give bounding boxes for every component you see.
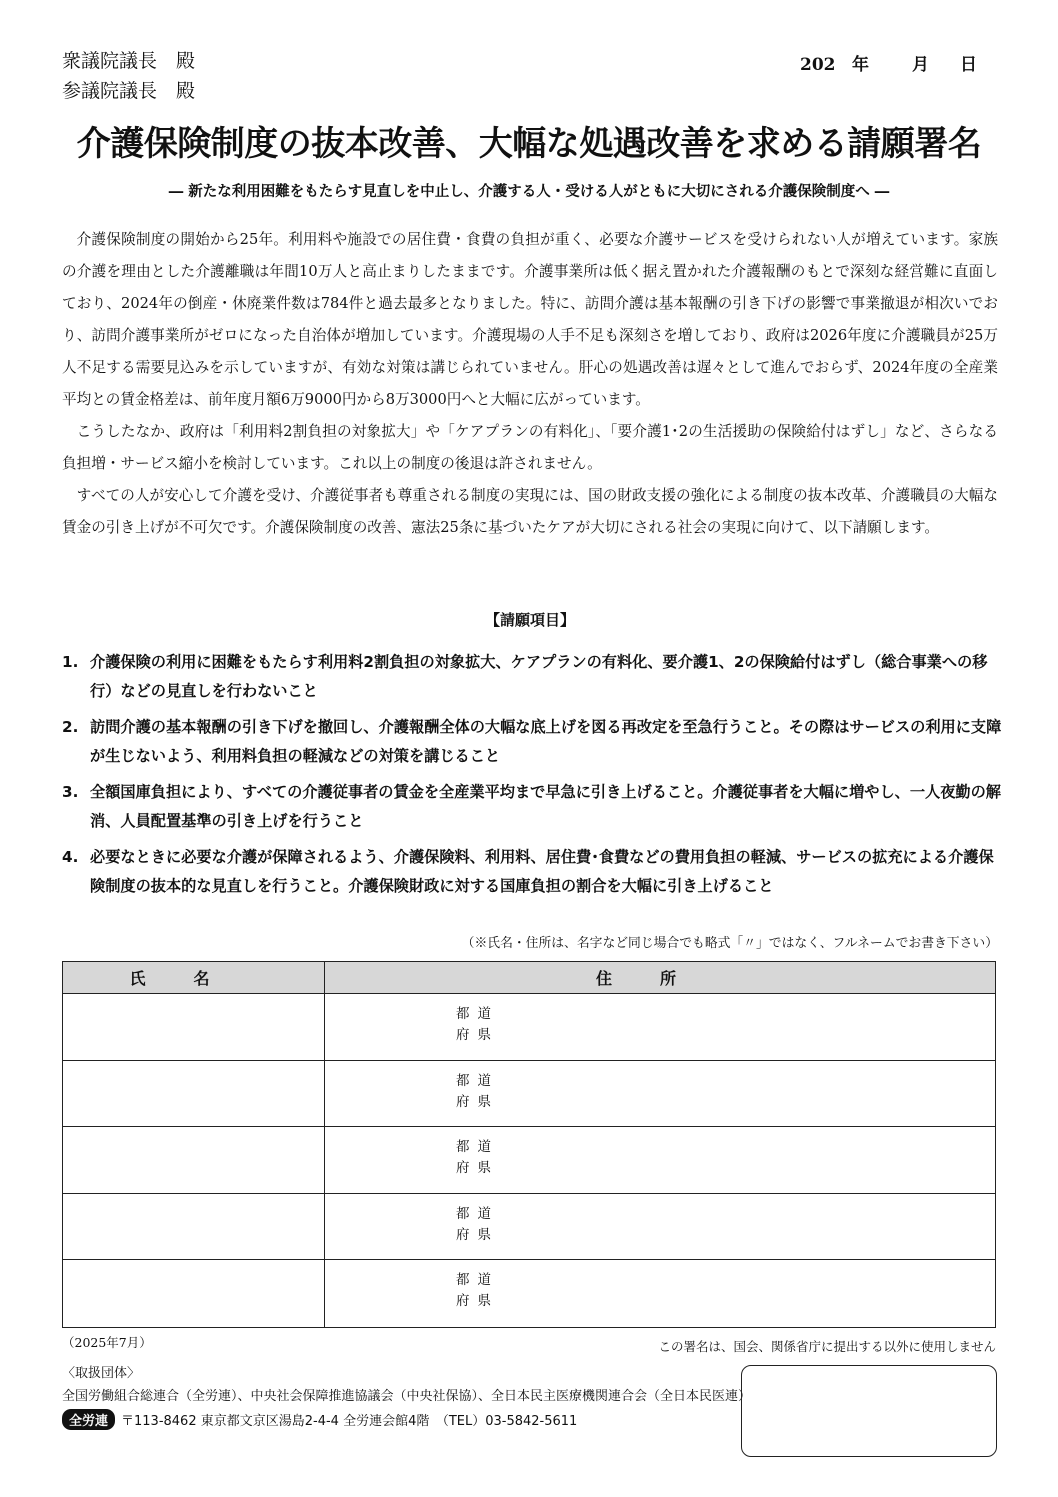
contact-address: 〒113-8462 東京都文京区湯島2-4-4 全労連会館4階 （TEL）03-5842-5611 — [121, 1414, 578, 1429]
address-column-header: 住所 — [595, 969, 724, 988]
date-day-unit: 日 — [960, 55, 977, 75]
page-title: 介護保険制度の抜本改善、大幅な処遇改善を求める請願署名 — [76, 124, 982, 164]
signature-instructions: （※氏名・住所は、名字など同じ場合でも略式「〃」ではなく、フルネームでお書き下さい） — [461, 936, 998, 951]
signature-table — [62, 961, 996, 1328]
name-input-cell[interactable] — [63, 994, 325, 1060]
body-paragraph: すべての人が安心して介護を受け、介護従事者も尊重される制度の実現には、国の財政支援の強化による制度の抜本改革、介護職員の大幅な賃金の引き上げが不可欠です。介護保険制度の改善、憲法25条に基づいたケアが大切にされる社会の実現に向けて、以下請願します。 — [62, 487, 998, 536]
prefecture-label: 都道 府県 — [456, 1272, 499, 1309]
petition-item — [62, 843, 1002, 901]
addressee-house-of-councillors: 参議院議長 殿 — [62, 80, 196, 102]
petition-item-text: 全額国庫負担により、すべての介護従事者の賃金を全産業平均まで早急に引き上げること。介護従事者を大幅に増やし、一人夜勤の解消、人員配置基準の引き上げを行うこと — [90, 783, 1001, 830]
petition-item-text: 訪問介護の基本報酬の引き下げを撤回し、介護報酬全体の大幅な底上げを図る再改定を至急行うこと。その際はサービスの利用に支障が生じないよう、利用料負担の軽減などの対策を講じること — [90, 718, 1002, 765]
petition-item — [62, 778, 1002, 836]
petition-item-number: 4. — [62, 848, 79, 866]
address-input-cell[interactable] — [325, 994, 995, 1060]
date-month-unit: 月 — [912, 55, 929, 75]
zenroren-badge: 全労連 — [62, 1409, 115, 1430]
petition-item-text: 介護保険の利用に困難をもたらす利用料2割負担の対象拡大、ケアプランの有料化、要介護1、2の保険給付はずし（総合事業への移行）などの見直しを行わないこと — [90, 653, 988, 700]
signature-table-header — [63, 962, 995, 994]
edition-date: （2025年7月） — [62, 1335, 152, 1350]
addressee-house-of-representatives: 衆議院議長 殿 — [62, 50, 196, 72]
petition-item-text: 必要なときに必要な介護が保障されるよう、介護保険料、利用料、居住費･食費などの費用負担の軽減、サービスの拡充による介護保険制度の抜本的な見直しを行うこと。介護保険財政に対する国庫負担の割合を大幅に引き上げること — [90, 848, 994, 895]
petition-item-number: 1. — [62, 653, 79, 671]
petition-body — [62, 224, 998, 544]
body-paragraph: 介護保険制度の開始から25年。利用料や施設での居住費・食費の負担が重く、必要な介護サービスを受けられない人が増えています。家族の介護を理由とした介護離職は年間10万人と高止まりしたままです。介護事業所は低く据え置かれた介護報酬のもとで深刻な経営難に直面しており、2024年の倒産・休廃業件数は784件と過去最多となりました。特に、訪問介護は基本報酬の引き下げの影響で事業撤退が相次いでおり、訪問介護事業所がゼロになった自治体が増加しています。介護現場の人手不足も深刻さを増しており、政府は2026年度に介護職員が25万人不足する需要見込みを示していますが、有効な対策は講じられていません。肝心の処遇改善は遅々として進んでおらず、2024年度の全産業平均との賃金格差は、前年度月額6万9000円から8万3000円へと大幅に広がっています。 — [62, 231, 998, 408]
petition-items-list — [62, 648, 1002, 908]
signature-row — [63, 1061, 995, 1128]
signature-row — [63, 994, 995, 1061]
prefecture-label: 都道 府県 — [456, 1139, 499, 1176]
name-input-cell[interactable] — [63, 1127, 325, 1193]
name-input-cell[interactable] — [63, 1061, 325, 1127]
prefecture-label: 都道 府県 — [456, 1006, 499, 1043]
usage-note: この署名は、国会、関係省庁に提出する以外に使用しません — [658, 1339, 996, 1354]
organizations-label: 〈取扱団体〉 — [62, 1366, 141, 1381]
name-input-cell[interactable] — [63, 1260, 325, 1327]
address-input-cell[interactable] — [325, 1127, 995, 1193]
petition-item — [62, 713, 1002, 771]
petition-items-heading: 【請願項目】 — [484, 611, 575, 629]
petition-item-number: 3. — [62, 783, 79, 801]
petition-item — [62, 648, 1002, 706]
organizations-list: 全国労働組合総連合（全労連）、中央社会保障推進協議会（中央社保協）、全日本民主医療機関連合会（全日本民医連） — [62, 1389, 752, 1404]
page-subtitle: ― 新たな利用困難をもたらす見直しを中止し、介護する人・受ける人がともに大切にされる介護保険制度へ ― — [168, 184, 890, 200]
date-year-prefix: 202 — [800, 55, 836, 75]
address-input-cell[interactable] — [325, 1194, 995, 1260]
petition-item-number: 2. — [62, 718, 79, 736]
signature-row — [63, 1260, 995, 1327]
signature-row — [63, 1127, 995, 1194]
date-field — [800, 50, 977, 75]
signature-row — [63, 1194, 995, 1261]
address-input-cell[interactable] — [325, 1260, 995, 1327]
organization-stamp-box — [741, 1365, 997, 1457]
name-input-cell[interactable] — [63, 1194, 325, 1260]
date-year-unit: 年 — [852, 55, 869, 75]
contact-line — [62, 1409, 577, 1430]
address-input-cell[interactable] — [325, 1061, 995, 1127]
prefecture-label: 都道 府県 — [456, 1072, 499, 1110]
body-paragraph: こうしたなか、政府は「利用料2割負担の対象拡大」や「ケアプランの有料化」、「要介護1･2の生活援助の保険給付はずし」など、さらなる負担増・サービス縮小を検討しています。これ以上の制度の後退は許されません。 — [62, 423, 998, 472]
addressee-block — [62, 46, 195, 106]
prefecture-label: 都道 府県 — [456, 1205, 499, 1243]
name-column-header: 氏名 — [63, 962, 325, 993]
